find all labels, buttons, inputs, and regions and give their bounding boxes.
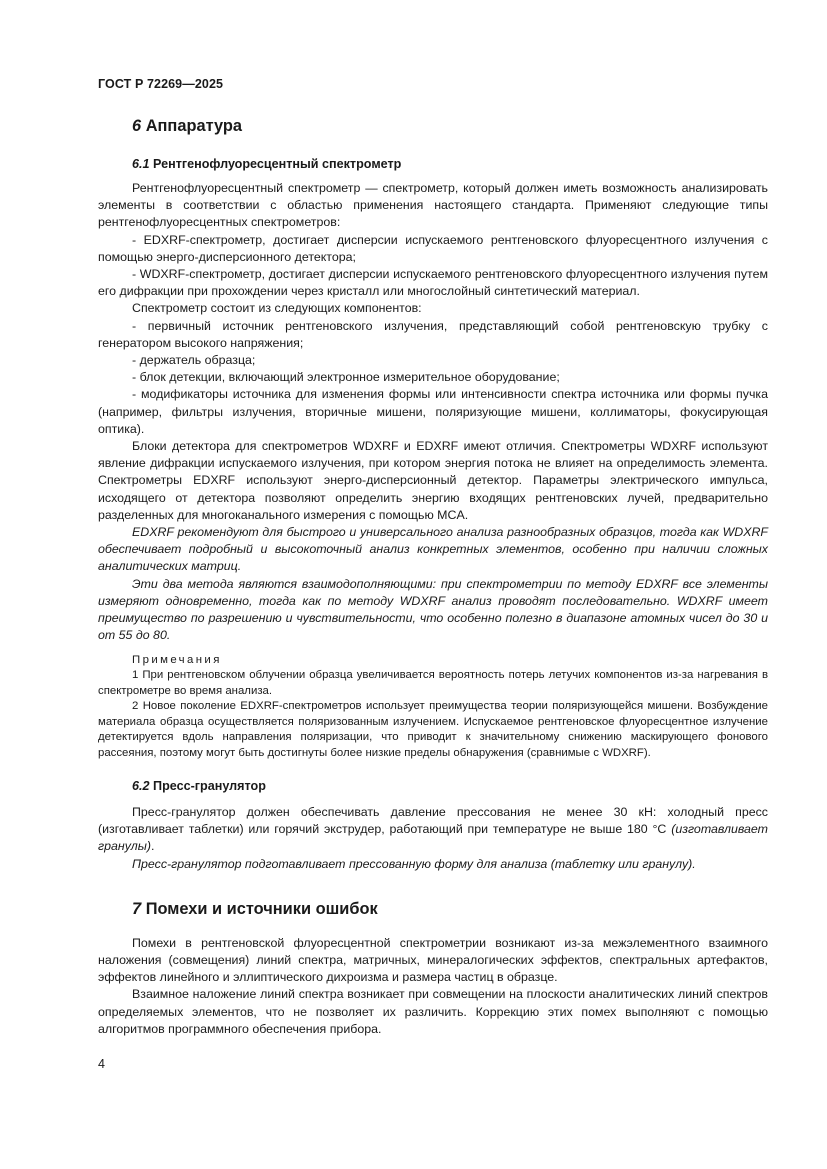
page-number: 4 — [98, 1057, 105, 1071]
note-2: 2 Новое поколение EDXRF-спектрометров использует преимущества теории поляризующейся мишени. Возбуждение материала образца осуществляется поляризованным излучением. Испускаемое рентгеновское флуоресцентное излучение детектируется вдоль направления поляризации, что приводит к значительному снижению маскирующего фонового рассеяния, поэтому могут быть достигнуты более низкие пределы обнаружения (сравнимые с WDXRF). — [98, 700, 768, 759]
list-item-modifiers: - модификаторы источника для изменения формы или интенсивности спектра источника или формы пучка (например, фильтры излучения, вторичные мишени, поляризующие мишени, коллиматоры, фокусирующая оптика). — [98, 387, 768, 436]
section-7-heading — [98, 899, 768, 919]
list-item-wdxrf: - WDXRF-спектрометр, достигает дисперсии испускаемого рентгеновского флуоресцентного излучения путем его дифракции при прохождении через кристалл или многослойный синтетический материал. — [98, 267, 768, 299]
subsection-6-2-heading — [98, 778, 768, 795]
paragraph-components: Спектрометр состоит из следующих компонентов: — [132, 301, 422, 316]
section-6-heading — [98, 116, 768, 136]
paragraph-intro: Рентгенофлуоресцентный спектрометр — спектрометр, который должен иметь возможность анализировать элементы в соответствии с областью применения настоящего стандарта. Применяют следующие типы рентгенофлуоресцентных спектрометров: — [98, 181, 768, 230]
press-text: Пресс-гранулятор должен обеспечивать давление прессования не менее 30 кН: холодный пресс (изготавливает таблетки) или горячий экструдер, работающий при температуре не выше 180 °С — [98, 804, 768, 837]
list-item-detector: - блок детекции, включающий электронное измерительное оборудование; — [132, 370, 560, 385]
section-6-number: 6 — [132, 117, 142, 135]
subsection-6-2-number: 6.2 — [132, 778, 150, 793]
section-7-title: Помехи и источники ошибок — [145, 899, 378, 918]
page-content — [98, 116, 768, 1038]
list-item-source: - первичный источник рентгеновского излучения, представляющий собой рентгеновскую трубку с генератором высокого напряжения; — [98, 318, 768, 350]
subsection-6-1-heading — [98, 156, 768, 173]
paragraph-detector-blocks: Блоки детектора для спектрометров WDXRF и EDXRF имеют отличия. Спектрометры WDXRF используют явление дифракции испускаемого излучения, при котором энергия потока не влияет на определимость элемента. Спектрометры EDXRF используют энерго-дисперсионный детектор. Параметры электрического импульса, исходящего от детектора позволяют определить энергию входящих рентгеновских лучей, предварительно разделенных для многоканального измерения с помощью MCA. — [98, 439, 768, 522]
subsection-6-1-title: Рентгенофлуоресцентный спектрометр — [153, 157, 402, 171]
notes-title: Примечания — [132, 654, 222, 667]
note-1: 1 При рентгеновском облучении образца увеличивается вероятность потерь летучих компонентов из-за нагревания в спектрометре во время анализа. — [98, 669, 768, 697]
paragraph-recommendation: EDXRF рекомендуют для быстрого и универсального анализа разнообразных образцов, тогда как WDXRF обеспечивает подробный и высокоточный анализ конкретных элементов, особенно при наличии сложных аналитических матриц. — [98, 525, 768, 574]
subsection-6-2-title: Пресс-гранулятор — [153, 778, 266, 793]
paragraph-complementary: Эти два метода являются взаимодополняющими: при спектрометрии по методу EDXRF все элементы измеряют одновременно, тогда как по методу WDXRF анализ проводят последовательно. WDXRF имеет преимущество по разрешению и чувствительности, что особенно полезно в диапазоне атомных чисел до 30 и от 55 до 80. — [98, 576, 768, 643]
list-item-holder: - держатель образца; — [132, 353, 256, 368]
section-6-title: Аппаратура — [145, 117, 243, 135]
subsection-6-1-number: 6.1 — [132, 157, 150, 171]
press-text-end: . — [151, 839, 155, 854]
document-id: ГОСТ Р 72269—2025 — [98, 77, 224, 91]
list-item-edxrf: - EDXRF-спектрометр, достигает дисперсии испускаемого рентгеновского флуоресцентного излучения с помощью энерго-дисперсионного детектора; — [98, 232, 768, 264]
paragraph-press-purpose: Пресс-гранулятор подготавливает прессованную форму для анализа (таблетку или гранулу). — [132, 856, 696, 871]
section-7-number: 7 — [132, 899, 142, 918]
press-text-italic: (изготавливает гранулы) — [98, 822, 768, 854]
paragraph-interference: Помехи в рентгеновской флуоресцентной спектрометрии возникают из-за межэлементного взаимного наложения (совмещения) линий спектра, матричных, минералогических эффектов, спектральных артефактов, эффектов линейного и эллиптического дихроизма и размера частиц в образце. — [98, 935, 768, 985]
paragraph-overlap: Взаимное наложение линий спектра возникает при совмещении на плоскости аналитических линий спектров определяемых элементов, что не позволяет их различить. Коррекцию этих помех выполняют с помощью алгоритмов программного обеспечения прибора. — [98, 987, 768, 1036]
paragraph-press-requirements — [98, 804, 768, 856]
